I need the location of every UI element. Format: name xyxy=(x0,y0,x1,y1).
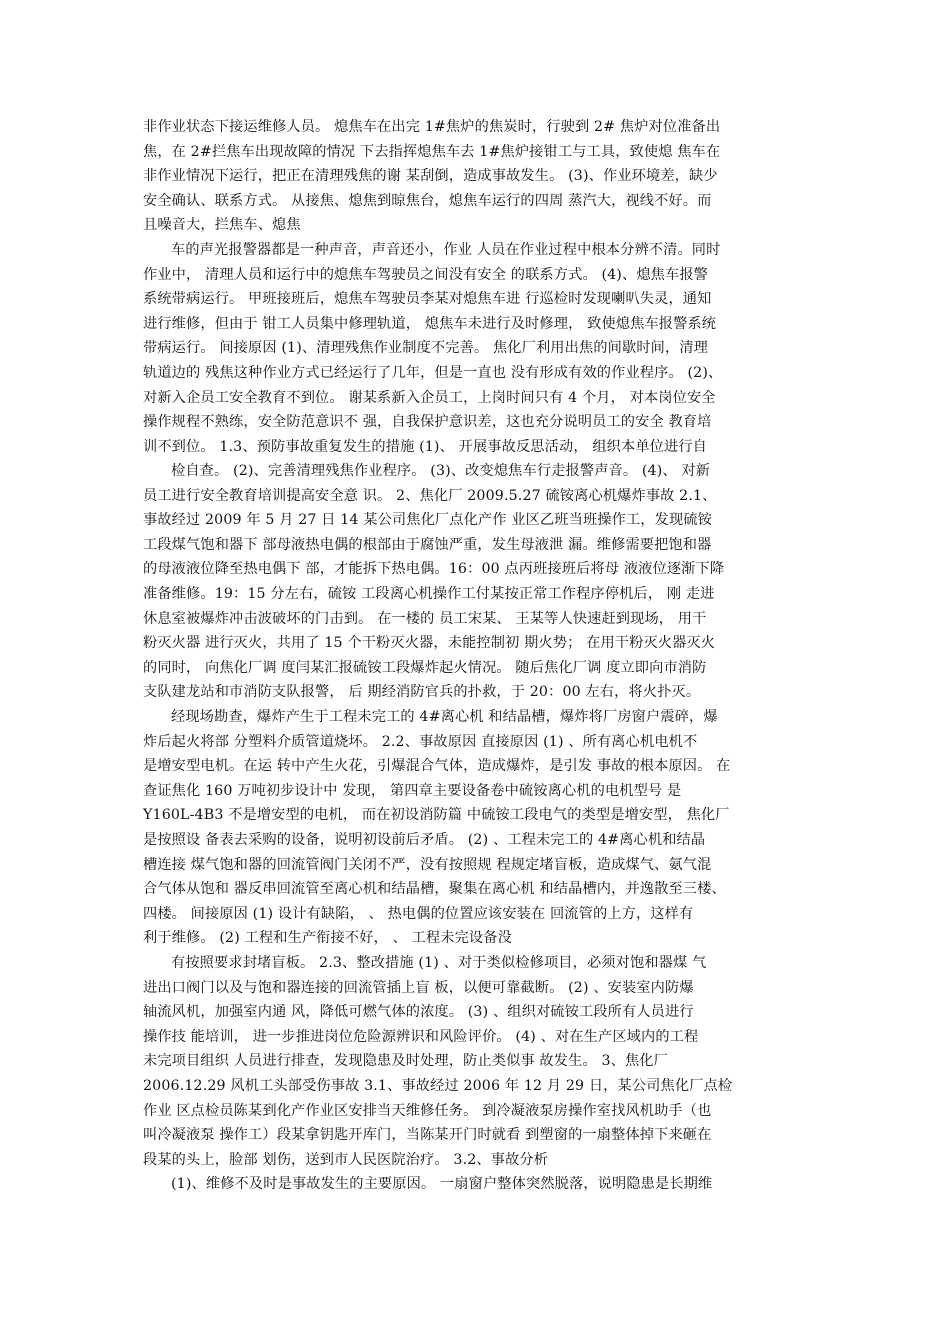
text-line: 轴流风机，加强室内通 风，降低可燃气体的浓度。 (3) 、组织对硫铵工段所有人员进行 xyxy=(143,1004,694,1021)
text-line: 带病运行。 间接原因 (1)、清理残焦作业制度不完善。 焦化厂利用出焦的间歇时间，清理 xyxy=(143,340,709,357)
text-line: 有按照要求封堵盲板。 2.3、整改措施 (1) 、对于类似检修项目，必须对饱和器煤 气 xyxy=(171,955,707,971)
text-line: 利于维修。 (2) 工程和生产衔接不好， 、 工程未完设备没 xyxy=(143,930,512,947)
text-line: 轨道边的 残焦这种作业方式已经运行了几年，但是一直也 没有形成有效的作业程序。 (2)、 xyxy=(143,364,723,381)
paragraph-1 xyxy=(143,115,808,238)
text-line: 操作技 能培训， 进一步推进岗位危险源辨识和风险评价。 (4) 、对在生产区域内的工程 xyxy=(143,1028,699,1045)
text-line: 车的声光报警器都是一种声音，声音还小，作业 人员在作业过程中根本分辨不清。同时 xyxy=(171,242,721,258)
text-line: 槽连接 煤气饱和器的回流管阀门关闭不严，没有按照规 程规定堵盲板，造成煤气、氨气混 xyxy=(143,856,712,873)
text-line: 工段煤气饱和器下 部母液热电偶的根部由于腐蚀严重，发生母液泄 漏。维修需要把饱和器 xyxy=(143,536,712,553)
text-line: 作业 区点检员陈某到化产作业区安排当天维修任务。 到冷凝液泵房操作室找风机助手（也 xyxy=(143,1102,712,1119)
text-line: 合气体从饱和 器反串回流管至离心机和结晶槽，聚集在离心机 和结晶槽内，并逸散至三楼、 xyxy=(143,881,726,898)
text-line: 未完项目组织 人员进行排查，发现隐患及时处理，防止类似事 故发生。 3、焦化厂 xyxy=(143,1053,668,1070)
text-line: 对新入企员工安全教育不到位。 谢某系新入企员工，上岗时间只有 4 个月， 对本岗位安全 xyxy=(143,389,716,406)
text-line: 且噪音大，拦焦车、熄焦 xyxy=(143,217,301,234)
paragraph-4 xyxy=(143,705,808,951)
text-line: 准备维修。19：15 分左右，硫铵 工段离心机操作工付某按正常工作程序停机后， 刚 走进 xyxy=(143,585,715,602)
paragraph-6 xyxy=(143,1172,808,1197)
text-line: 系统带病运行。 甲班接班后，熄焦车驾驶员李某对熄焦车进 行巡检时发现喇叭失灵，通知 xyxy=(143,291,712,308)
text-line: 查证焦化 160 万吨初步设计中 发现， 第四章主要设备卷中硫铵离心机的电机型号 是 xyxy=(143,782,682,799)
text-line: 安全确认、联系方式。 从接焦、熄焦到晾焦台，熄焦车运行的四周 蒸汽大，视线不好。而 xyxy=(143,192,712,209)
text-line: 休息室被爆炸冲击波破坏的门击到。 在一楼的 员工宋某、 王某等人快速赶到现场， 用干 xyxy=(143,610,707,627)
text-line: 2006.12.29 风机工头部受伤事故 3.1、事故经过 2006 年 12 月 29 日，某公司焦化厂点检 xyxy=(143,1077,733,1094)
paragraph-2 xyxy=(143,238,808,459)
text-line: 检自查。 (2)、完善清理残焦作业程序。 (3)、改变熄焦车行走报警声音。 (4)、 对新 xyxy=(171,463,711,479)
text-line: 训不到位。 1.3、预防事故重复发生的措施 (1)、 开展事故反思活动， 组织本单位进行自 xyxy=(143,438,708,455)
text-line: 进行维修，但由于 钳工人员集中修理轨道， 熄焦车未进行及时修理， 致使熄焦车报警系统 xyxy=(143,315,717,332)
text-line: 的同时， 向焦化厂调 度闫某汇报硫铵工段爆炸起火情况。 随后焦化厂调 度立即向市消防 xyxy=(143,659,707,676)
text-line: 进出口阀门以及与饱和器连接的回流管插上盲 板，以便可靠截断。 (2) 、安装室内防爆 xyxy=(143,979,694,996)
text-line: 粉灭火器 进行灭火，共用了 15 个干粉灭火器，未能控制初 期火势； 在用干粉灭火器灭火 xyxy=(143,635,716,652)
text-line: 四楼。 间接原因 (1) 设计有缺陷， 、 热电偶的位置应该安装在 回流管的上方，这样有 xyxy=(143,905,694,922)
text-line: 员工进行安全教育培训提高安全意 识。 2、焦化厂 2009.5.27 硫铵离心机爆炸事故 2.1、 xyxy=(143,487,717,504)
text-line: 非作业情况下运行，把正在清理残焦的谢 某刮倒，造成事故发生。 (3)、作业环境差，缺少 xyxy=(143,168,718,185)
text-line: (1)、维修不及时是事故发生的主要原因。 一扇窗户整体突然脱落，说明隐患是长期维 xyxy=(171,1176,713,1192)
text-line: 作业中， 清理人员和运行中的熄焦车驾驶员之间没有安全 的联系方式。 (4)、熄焦车报警 xyxy=(143,266,709,283)
text-line: 经现场勘查，爆炸产生于工程未完工的 4#离心机 和结晶槽，爆炸将厂房窗户震碎，爆 xyxy=(171,709,718,725)
paragraph-5 xyxy=(143,951,808,1172)
text-line: Y160L-4B3 不是增安型的电机， 而在初设消防篇 中硫铵工段电气的类型是增安型， 焦化厂 xyxy=(143,807,730,824)
text-line: 炸后起火将部 分塑料介质管道烧坏。 2.2、事故原因 直接原因 (1) 、所有离心机电机不 xyxy=(143,733,698,750)
text-line: 事故经过 2009 年 5 月 27 日 14 某公司焦化厂点化产作 业区乙班当班操作工，发现硫铵 xyxy=(143,512,712,529)
text-line: 支队建龙站和市消防支队报警， 后 期经消防官兵的扑救，于 20：00 左右，将火扑灭。 xyxy=(143,684,701,701)
text-line: 操作规程不熟练，安全防范意识不 强，自我保护意识差，这也充分说明员工的安全 教育培 xyxy=(143,414,712,431)
text-line: 段某的头上，脸部 划伤，送到市人民医院治疗。 3.2、事故分析 xyxy=(143,1151,549,1168)
paragraph-3 xyxy=(143,459,808,705)
text-line: 叫冷凝液泵 操作工）段某拿钥匙开库门，当陈某开门时就看 到塑窗的一扇整体掉下来砸在 xyxy=(143,1127,712,1144)
text-line: 是按照设 备表去采购的设备，说明初设前后矛盾。 (2) 、工程未完工的 4#离心机和结晶 xyxy=(143,831,706,848)
text-line: 的母液液位降至热电偶下 部，才能拆下热电偶。16：00 点丙班接班后将母 液液位逐渐下降 xyxy=(143,561,725,578)
text-line: 焦，在 2#拦焦车出现故障的情况 下去指挥熄焦车去 1#焦炉接钳工与工具，致使熄 焦车在 xyxy=(143,143,721,160)
text-line: 非作业状态下接运维修人员。 熄焦车在出完 1#焦炉的焦炭时，行驶到 2# 焦炉对位准备出 xyxy=(143,119,721,135)
text-line: 是增安型电机。在运 转中产生火花，引爆混合气体，造成爆炸，是引发 事故的根本原因。 在 xyxy=(143,758,731,775)
